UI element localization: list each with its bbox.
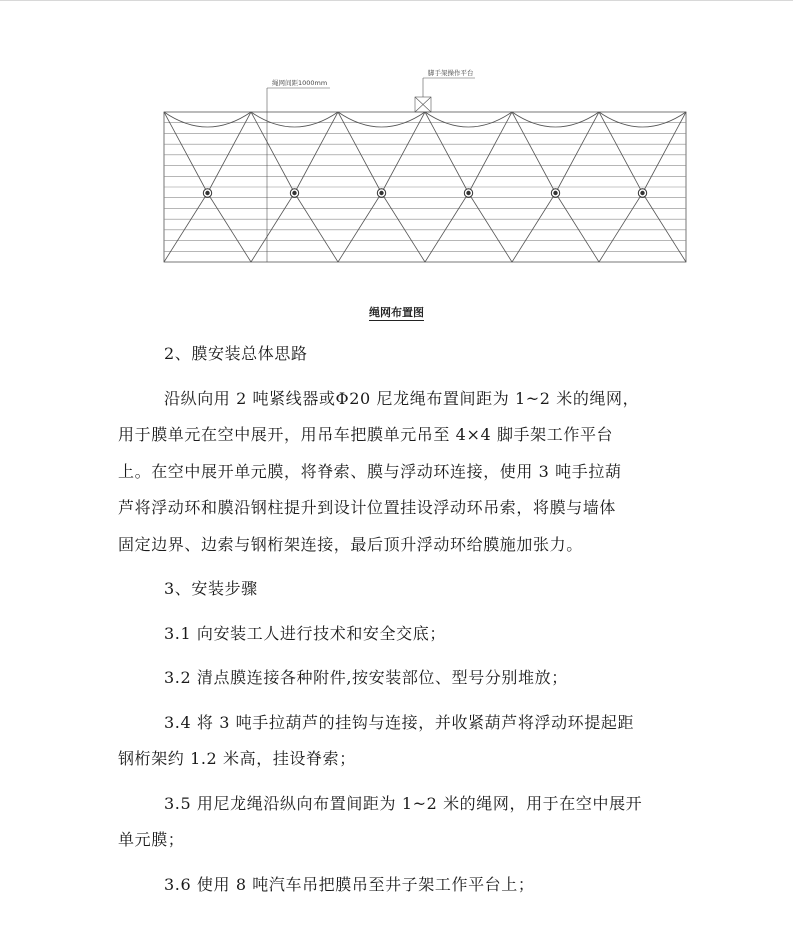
platform-label: 脚手架操作平台 xyxy=(428,69,474,77)
diagonal-cable xyxy=(164,193,208,262)
section2-heading: 2、膜安装总体思路 xyxy=(164,344,308,363)
floating-ring-center xyxy=(379,191,383,195)
floating-ring-center xyxy=(553,191,557,195)
diagonal-cable xyxy=(599,193,643,262)
step-3-5-line-2: 单元膜； xyxy=(118,830,185,849)
section2-line-4: 芦将浮动环和膜沿钢柱提升到设计位置挂设浮动环吊索，将膜与墙体 xyxy=(118,498,617,517)
diagonal-cable xyxy=(338,112,382,193)
step-3-2: 3.2 清点膜连接各种附件,按安装部位、型号分别堆放； xyxy=(164,668,568,687)
diagonal-cable xyxy=(164,112,208,193)
floating-ring-center xyxy=(640,191,644,195)
diagonal-cable xyxy=(251,112,295,193)
floating-ring-center xyxy=(466,191,470,195)
ridge-arc xyxy=(164,112,251,127)
horizontal-net-lines xyxy=(164,123,686,252)
diagonal-cable xyxy=(556,112,600,193)
body-text xyxy=(118,336,678,903)
diagonal-cable xyxy=(338,193,382,262)
section3-heading: 3、安装步骤 xyxy=(164,579,258,598)
top-arcs xyxy=(164,112,686,127)
floating-rings xyxy=(203,189,646,197)
spacing-callout xyxy=(267,88,330,262)
diagonal-cable xyxy=(643,112,687,193)
ridge-arc xyxy=(599,112,686,127)
step-3-4-line-2: 钢桁架约 1.2 米高，挂设脊索； xyxy=(118,749,356,768)
floating-ring-center xyxy=(292,191,296,195)
diagonal-cable xyxy=(556,193,600,262)
diagonal-cable xyxy=(599,112,643,193)
diagonal-cable xyxy=(208,112,252,193)
diagonal-cable xyxy=(425,112,469,193)
diagonal-cable xyxy=(382,193,426,262)
diagonal-cable xyxy=(295,112,339,193)
section2-line-3: 上。在空中展开单元膜，将脊索、膜与浮动环连接，使用 3 吨手拉葫 xyxy=(118,461,622,481)
diagram-caption xyxy=(0,304,793,320)
diagonal-cable xyxy=(469,193,513,262)
caption-text: 绳网布置图 xyxy=(369,306,424,319)
diagonal-cable xyxy=(512,193,556,262)
diagonal-cable xyxy=(208,193,252,262)
step-3-4-line-1: 3.4 将 3 吨手拉葫芦的挂钩与连接，并收紧葫芦将浮动环提起距 xyxy=(164,712,635,732)
spacing-label: 绳网间距1000mm xyxy=(272,79,328,87)
step-3-5-line-1: 3.5 用尼龙绳沿纵向布置间距为 1~2 米的绳网，用于在空中展开 xyxy=(164,793,643,813)
ridge-arc xyxy=(338,112,425,127)
floating-ring-center xyxy=(205,191,209,195)
platform-callout xyxy=(415,78,475,112)
section2-line-5: 固定边界、边索与钢桁架连接，最后顶升浮动环给膜施加张力。 xyxy=(118,534,583,554)
diagonal-cable xyxy=(425,193,469,262)
step-3-6: 3.6 使用 8 吨汽车吊把膜吊至井子架工作平台上； xyxy=(164,874,535,894)
diagonal-cable xyxy=(512,112,556,193)
section2-line-1: 沿纵向用 2 吨紧线器或Φ20 尼龙绳布置间距为 1~2 米的绳网， xyxy=(164,388,640,408)
section2-line-2: 用于膜单元在空中展开，用吊车把膜单元吊至 4×4 脚手架工作平台 xyxy=(118,425,614,444)
diagonal-cable xyxy=(295,193,339,262)
page-top-border xyxy=(0,0,793,1)
diagonal-cable xyxy=(251,193,295,262)
diagonal-cable xyxy=(382,112,426,193)
rope-net-diagram xyxy=(150,60,700,275)
ridge-arc xyxy=(512,112,599,127)
diagonal-cable xyxy=(469,112,513,193)
ridge-arc xyxy=(251,112,338,127)
diagonal-cable xyxy=(643,193,687,262)
step-3-1: 3.1 向安装工人进行技术和安全交底； xyxy=(164,623,446,643)
ridge-arc xyxy=(425,112,512,127)
